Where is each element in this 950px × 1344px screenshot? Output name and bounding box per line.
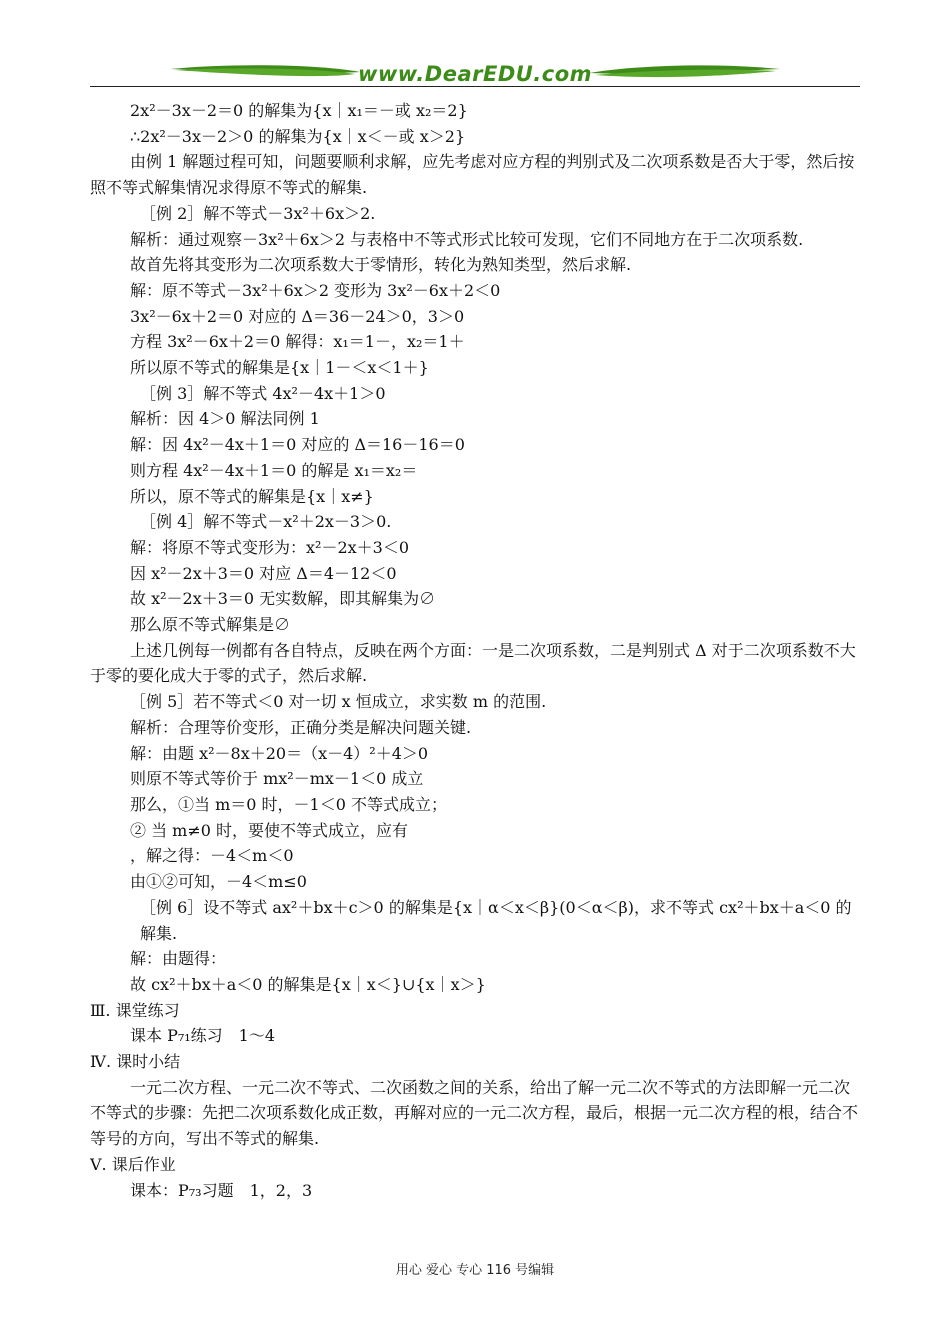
text-line: ∴2x²－3x－2＞0 的解集为{x｜x＜－或 x＞2} xyxy=(130,126,466,146)
text-line: ② 当 m≠0 时，要使不等式成立，应有 xyxy=(130,820,409,840)
text-line: 故 cx²＋bx＋a＜0 的解集是{x｜x＜}∪{x｜x＞} xyxy=(130,974,486,994)
text-line: ［例 4］解不等式－x²＋2x－3＞0. xyxy=(140,512,392,532)
section-heading: Ⅴ. 课后作业 xyxy=(90,1154,176,1174)
text-line: 方程 3x²－6x＋2＝0 解得：x₁＝1－，x₂＝1＋ xyxy=(130,332,465,352)
section-body: 课本：P₇₃习题 1，2，3 xyxy=(130,1180,313,1200)
text-line: 故 x²－2x＋3＝0 无实数解，即其解集为∅ xyxy=(130,589,436,609)
text-line: 那么，①当 m＝0 时，－1＜0 不等式成立； xyxy=(130,794,447,814)
text-line: 解析：因 4＞0 解法同例 1 xyxy=(130,409,320,429)
text-line: 因 x²－2x＋3＝0 对应 Δ＝4－12＜0 xyxy=(130,563,397,583)
text-line: 解析：合理等价变形，正确分类是解决问题关键. xyxy=(130,717,472,737)
text-line: 2x²－3x－2＝0 的解集为{x｜x₁＝－或 x₂＝2} xyxy=(130,101,468,120)
section-body: 课本 P₇₁练习 1～4 xyxy=(130,1026,276,1046)
text-line: 所以原不等式的解集是{x｜1－＜x＜1＋} xyxy=(130,358,429,378)
site-logo xyxy=(90,60,860,92)
text-line: 3x²－6x＋2＝0 对应的 Δ＝36－24＞0，3＞0 xyxy=(130,306,465,326)
text-line: 则方程 4x²－4x＋1＝0 的解是 x₁＝x₂＝ xyxy=(130,460,418,480)
section-heading: Ⅲ. 课堂练习 xyxy=(90,1000,180,1020)
text-line: 由例 1 解题过程可知，问题要顺利求解，应先考虑对应方程的判别式及二次项系数是否大于零，然后按照不等式解集情况求得原不等式的解集. xyxy=(90,152,855,198)
text-line: 故首先将其变形为二次项系数大于零情形，转化为熟知类型，然后求解. xyxy=(130,255,632,275)
text-line: 解：由题得： xyxy=(130,949,227,969)
text-line: 解析：通过观察－3x²＋6x＞2 与表格中不等式形式比较可发现，它们不同地方在于二次项系数. xyxy=(130,229,804,249)
section-body: 一元二次方程、一元二次不等式、二次函数之间的关系，给出了解一元二次不等式的方法即解一元二次不等式的步骤：先把二次项系数化成正数，再解对应的一元二次方程，最后，根据一元二次方程的根，结合不等号的方向，写出不等式的解集. xyxy=(90,1077,859,1149)
text-line: 由①②可知，－4＜m≤0 xyxy=(130,872,307,892)
page-footer: 用心 爱心 专心 116 号编辑 xyxy=(395,1263,555,1278)
text-line: ［例 3］解不等式 4x²－4x＋1＞0 xyxy=(140,383,386,403)
text-line: ［例 6］设不等式 ax²＋bx＋c＞0 的解集是{x｜α＜x＜β}(0＜α＜β)，求不等式 cx²＋bx＋a＜0 的解集. xyxy=(140,897,852,943)
text-line: 解：因 4x²－4x＋1＝0 对应的 Δ＝16－16＝0 xyxy=(130,435,465,455)
text-line: ，解之得：－4＜m＜0 xyxy=(130,846,294,866)
text-line: 上述几例每一例都有各自特点，反映在两个方面：一是二次项系数，二是判别式 Δ 对于二次项系数不大于零的要化成大于零的式子，然后求解. xyxy=(90,640,856,686)
text-line: 解：原不等式－3x²＋6x＞2 变形为 3x²－6x＋2＜0 xyxy=(130,280,501,300)
text-line: 解：将原不等式变形为：x²－2x＋3＜0 xyxy=(130,537,410,557)
text-line: ［例 5］若不等式＜0 对一切 x 恒成立，求实数 m 的范围. xyxy=(130,692,547,712)
text-line: ［例 2］解不等式－3x²＋6x＞2. xyxy=(140,203,376,223)
document-body xyxy=(90,98,862,1203)
text-line: 那么原不等式解集是∅ xyxy=(130,615,291,635)
text-line: 则原不等式等价于 mx²－mx－1＜0 成立 xyxy=(130,769,424,789)
header-rule xyxy=(90,86,860,87)
logo-text: www.DearEDU.com xyxy=(357,62,593,86)
text-line: 解：由题 x²－8x＋20＝（x－4）²＋4＞0 xyxy=(130,743,429,763)
text-line: 所以，原不等式的解集是{x｜x≠} xyxy=(130,486,374,506)
section-heading: Ⅳ. 课时小结 xyxy=(90,1052,181,1072)
